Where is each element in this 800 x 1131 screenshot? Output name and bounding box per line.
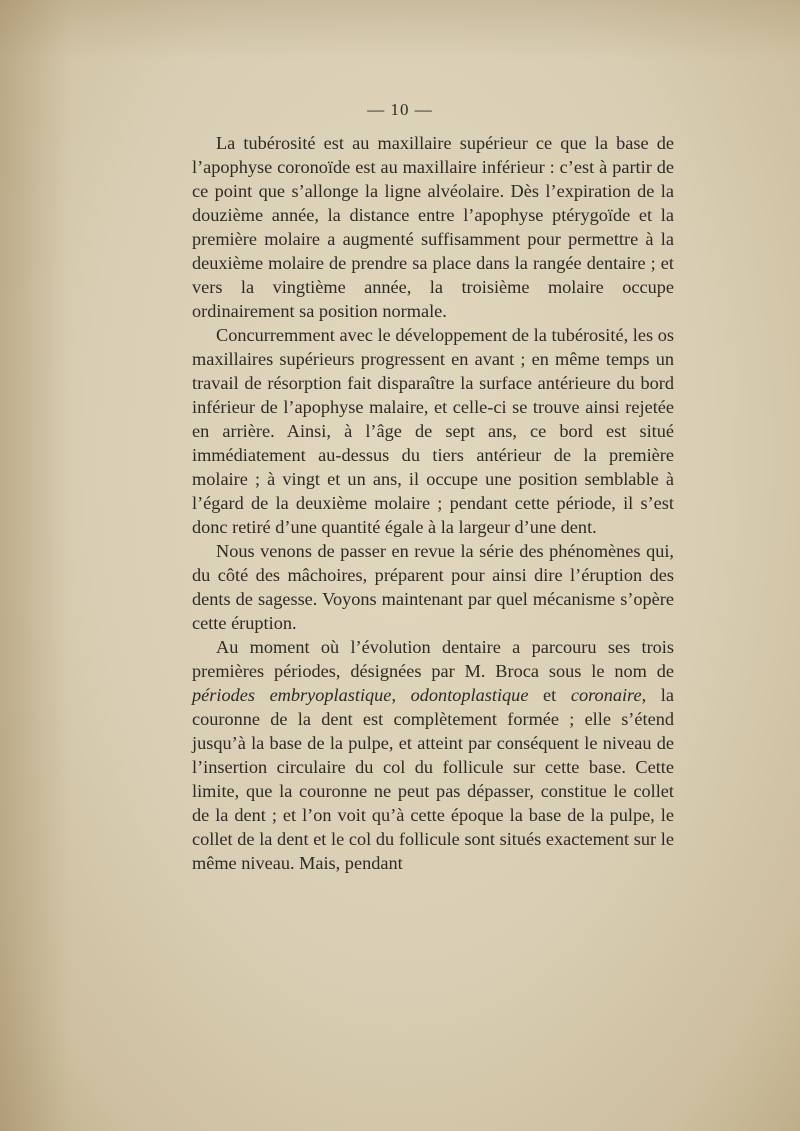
paragraph-1 <box>192 131 674 323</box>
text-segment: Concurremment avec le développement de la tubérosité, les os maxillaires supérieurs progressent en avant ; en même temps un travail de résorption fait disparaître la surface antérieure du bord inférieur de l’apophyse malaire, et celle-ci se trouve ainsi rejetée en arrière. Ainsi, à l’âge de sept ans, ce bord est situé immédiatement au-dessus du tiers antérieur de la première molaire ; à vingt et un ans, il occupe une position semblable à l’égard de la deuxième molaire ; pendant cette période, il s’est donc retiré d’une quantité égale à la largeur d’une dent. <box>192 325 674 537</box>
text-segment: La tubérosité est au maxillaire supérieur ce que la base de l’apophyse coronoïde est au maxillaire inférieur : c’est à partir de ce point que s’allonge la ligne alvéolaire. Dès l’expiration de la douzième année, la distance entre l’apophyse ptérygoïde et la première molaire a augmenté suffisamment pour permettre à la deuxième molaire de prendre sa place dans la rangée dentaire ; et vers la vingtième année, la troisième molaire occupe ordinairement sa position normale. <box>192 133 674 321</box>
text-segment: Nous venons de passer en revue la série des phénomènes qui, du côté des mâchoires, préparent pour ainsi dire l’éruption des dents de sagesse. Voyons maintenant par quel mécanisme s’opère cette éruption. <box>192 541 674 633</box>
body-text <box>192 131 674 875</box>
text-segment: Au moment où l’évolution dentaire a parcouru ses trois premières périodes, désignées par M. Broca sous le nom de <box>192 637 674 681</box>
italic-term: odontoplastique <box>410 685 529 705</box>
paragraph-3 <box>192 539 674 635</box>
text-segment: , <box>391 685 411 705</box>
italic-term: périodes embryoplastique <box>192 685 392 705</box>
paragraph-4 <box>192 635 674 875</box>
text-segment: , la couronne de la dent est complètement formée ; elle s’étend jusqu’à la base de la pulpe, et atteint par conséquent le niveau de l’insertion circulaire du col du follicule sur cette base. Cette limite, que la couronne ne peut pas dépasser, constitue le collet de la dent ; et l’on voit qu’à cette époque la base de la pulpe, le collet de la dent et le col du follicule sont situés exactement sur le même niveau. Mais, pendant <box>192 685 674 873</box>
page-number: — 10 — <box>367 100 433 119</box>
paragraph-2 <box>192 323 674 539</box>
page-edge-shading <box>0 0 70 1131</box>
page-top-shading <box>0 0 800 60</box>
text-segment: et <box>528 685 571 705</box>
italic-term: coronaire <box>570 685 642 705</box>
